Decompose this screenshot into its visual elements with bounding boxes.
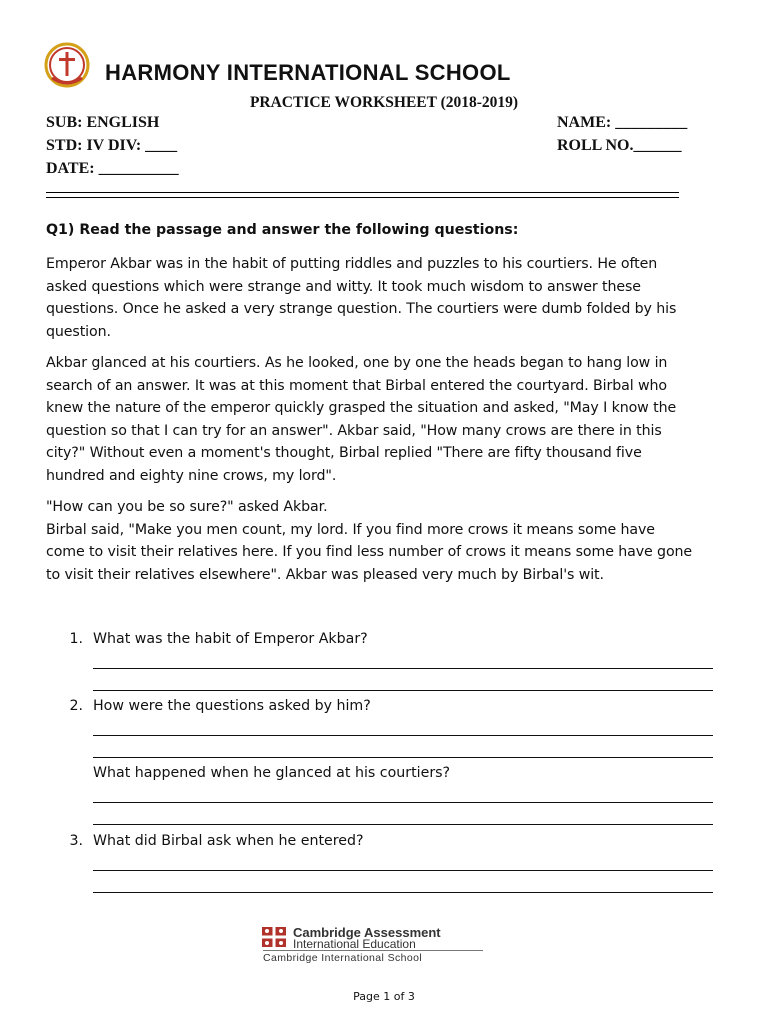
passage-line: city?" Without even a moment's thought, Birbal replied "There are fifty thousand five xyxy=(46,445,642,461)
question-text: What happened when he glanced at his courtiers? xyxy=(93,765,451,781)
question-text: What did Birbal ask when he entered? xyxy=(93,833,364,849)
question-number: 2. xyxy=(69,698,83,714)
question-heading: Q1) Read the passage and answer the following questions: xyxy=(46,222,519,238)
subject-label: SUB: ENGLISH xyxy=(46,114,160,131)
cambridge-divider xyxy=(263,950,483,951)
passage-paragraph-2 xyxy=(46,352,676,487)
passage-line: hundred and eighty nine crows, my lord". xyxy=(46,467,337,484)
header-divider-top xyxy=(46,192,679,193)
header-divider-bottom xyxy=(46,197,679,198)
answer-line[interactable] xyxy=(93,802,713,803)
answer-line[interactable] xyxy=(93,668,713,669)
cambridge-shield-icon xyxy=(262,927,286,947)
page-number: Page 1 of 3 xyxy=(353,990,415,1003)
question-text: What was the habit of Emperor Akbar? xyxy=(93,631,368,647)
answer-line[interactable] xyxy=(93,757,713,758)
passage-line: Emperor Akbar was in the habit of putting riddles and puzzles to his courtiers. He often xyxy=(46,256,658,272)
passage-line: Birbal said, "Make you men count, my lord. If you find more crows it means some have xyxy=(46,521,655,538)
answer-line[interactable] xyxy=(93,870,713,871)
passage-line: questions. Once he asked a very strange question. The courtiers were dumb folded by his xyxy=(46,301,677,317)
passage-line: search of an answer. It was at this moment that Birbal entered the courtyard. Birbal who xyxy=(46,377,667,394)
cambridge-title: Cambridge Assessment xyxy=(293,925,441,940)
question-number: 3. xyxy=(69,833,83,849)
name-field: NAME: _________ xyxy=(557,114,688,131)
date-field: DATE: __________ xyxy=(46,160,179,177)
answer-line[interactable] xyxy=(93,824,713,825)
school-name: HARMONY INTERNATIONAL SCHOOL xyxy=(105,60,511,85)
passage-line: asked questions which were strange and witty. It took much wisdom to answer these xyxy=(46,278,641,295)
passage-line: "How can you be so sure?" asked Akbar. xyxy=(46,499,328,515)
school-crest-icon xyxy=(44,42,90,88)
passage-line: knew the nature of the emperor quickly grasped the situation and asked, "May I know the xyxy=(46,400,677,416)
passage-line: question. xyxy=(46,323,111,340)
cambridge-subtitle: International Education xyxy=(293,937,416,951)
roll-no-field: ROLL NO.______ xyxy=(557,137,682,154)
passage-line: question so that I can try for an answer". Akbar said, "How many crows are there in this xyxy=(46,422,662,439)
question-number: 1. xyxy=(69,631,83,647)
answer-line[interactable] xyxy=(93,892,713,893)
passage-line: come to visit their relatives here. If you find less number of crows it means some have gone xyxy=(46,544,693,560)
passage-line: Akbar glanced at his courtiers. As he looked, one by one the heads began to hang low in xyxy=(46,355,668,371)
answer-line[interactable] xyxy=(93,690,713,691)
worksheet-title: PRACTICE WORKSHEET (2018-2019) xyxy=(249,94,519,111)
answer-line[interactable] xyxy=(93,735,713,736)
question-text: How were the questions asked by him? xyxy=(93,698,371,714)
passage-paragraph-3 xyxy=(46,496,692,586)
std-div-field: STD: IV DIV: ____ xyxy=(46,137,178,154)
passage-line: to visit their relatives elsewhere". Akbar was pleased very much by Birbal's wit. xyxy=(46,566,604,583)
cambridge-school-label: Cambridge International School xyxy=(263,952,423,964)
passage-paragraph-1 xyxy=(46,253,676,343)
